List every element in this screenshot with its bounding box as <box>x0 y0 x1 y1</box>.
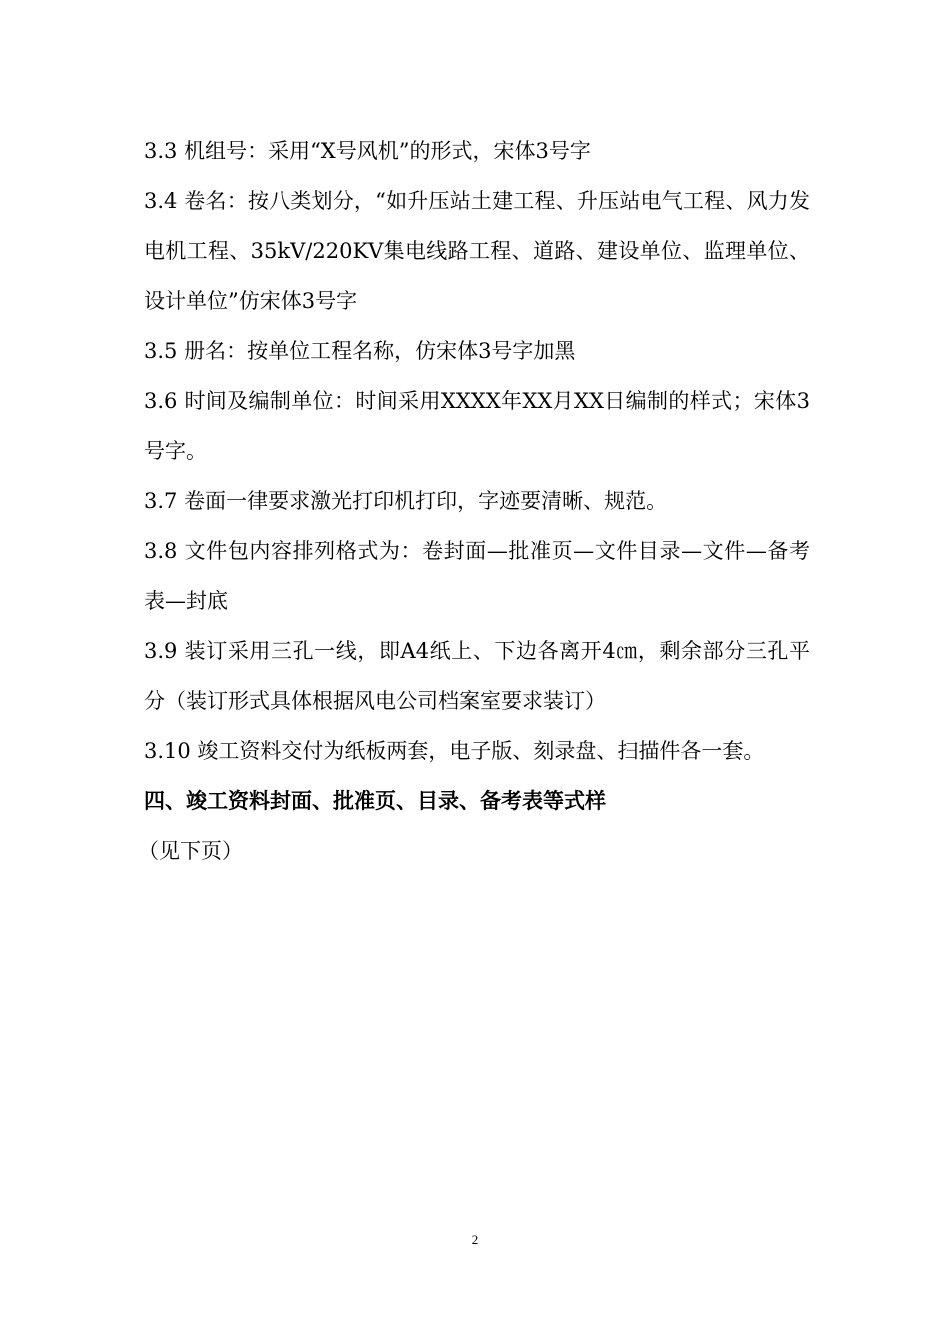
page-number: 2 <box>471 1232 479 1247</box>
section-heading: 四、竣工资料封面、批准页、目录、备考表等式样 <box>144 788 606 813</box>
paragraph-3-10: 3.10 竣工资料交付为纸板两套，电子版、刻录盘、扫描件各一套。 <box>144 739 765 763</box>
see-next-page-note: （见下页） <box>138 839 243 863</box>
paragraph-3-4: 3.4 卷名：按八类划分，“如升压站土建工程、升压站电气工程、风力发电机工程、35kV/220KV集电线路工程、道路、建设单位、监理单位、设计单位”仿宋体3号字 <box>144 189 810 313</box>
paragraph-3-6: 3.6 时间及编制单位：时间采用XXXX年XX月XX日编制的样式；宋体3号字。 <box>144 389 810 463</box>
document-body <box>138 126 810 876</box>
paragraph-3-5: 3.5 册名：按单位工程名称，仿宋体3号字加黑 <box>144 339 576 363</box>
paragraph-3-3: 3.3 机组号：采用“X号风机”的形式，宋体3号字 <box>144 139 591 163</box>
paragraph-3-8: 3.8 文件包内容排列格式为：卷封面—批准页—文件目录—文件—备考表—封底 <box>144 539 810 613</box>
paragraph-3-7: 3.7 卷面一律要求激光打印机打印，字迹要清晰、规范。 <box>144 489 668 513</box>
paragraph-3-9: 3.9 装订采用三孔一线，即A4纸上、下边各离开4㎝，剩余部分三孔平分（装订形式具体根据风电公司档案室要求装订） <box>144 639 810 713</box>
